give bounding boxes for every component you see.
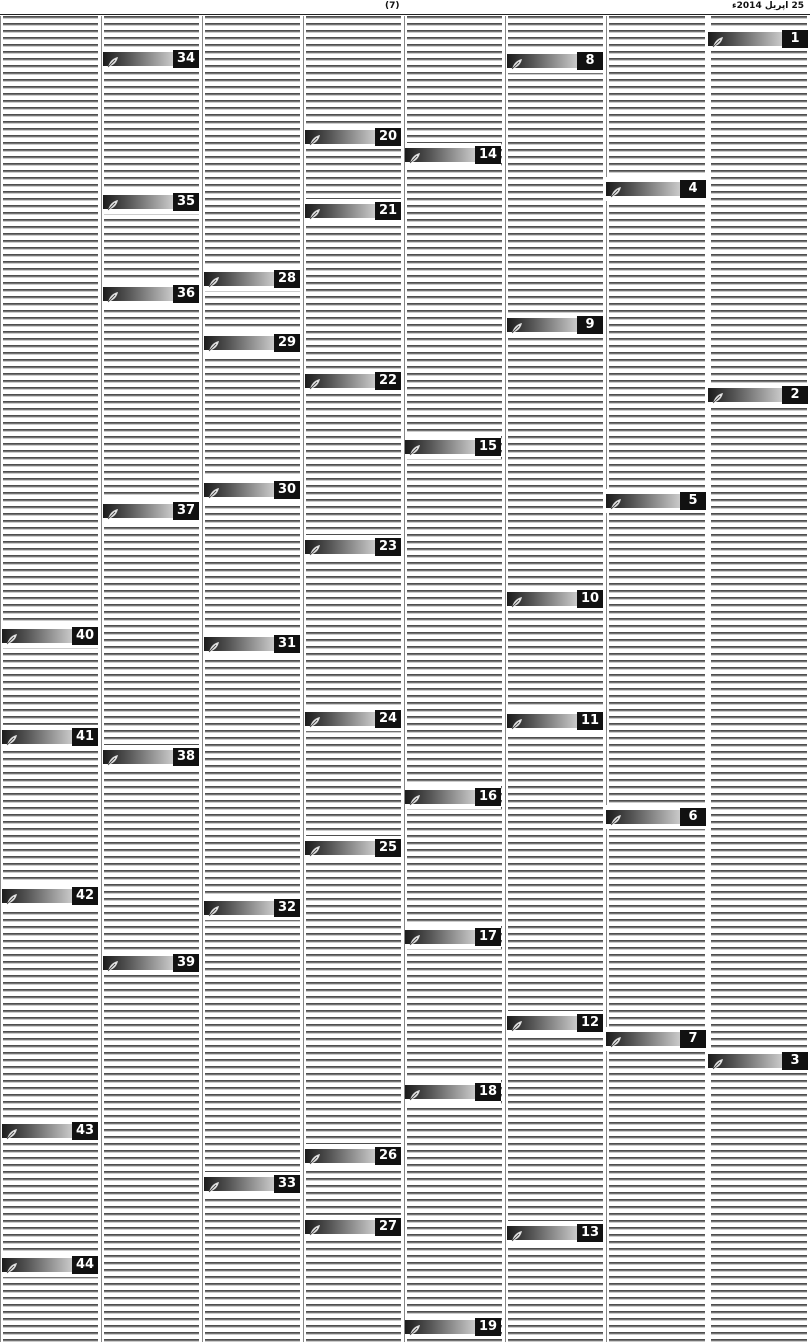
section-header-44 [2, 1256, 98, 1274]
leaf-icon [208, 337, 220, 349]
section-number: 23 [375, 538, 401, 556]
column-3 [505, 16, 606, 1342]
leaf-icon [511, 319, 523, 331]
section-header-17 [405, 928, 501, 946]
leaf-icon [610, 1033, 622, 1045]
section-number: 16 [475, 788, 501, 806]
leaf-icon [610, 183, 622, 195]
leaf-icon [511, 593, 523, 605]
section-header-32 [204, 899, 300, 917]
section-number: 6 [680, 808, 706, 826]
section-number: 21 [375, 202, 401, 220]
column-7-text-lines [104, 16, 199, 1342]
section-header-26 [305, 1147, 401, 1165]
section-number: 27 [375, 1218, 401, 1236]
leaf-icon [309, 1150, 321, 1162]
section-number: 29 [274, 334, 300, 352]
leaf-icon [208, 1178, 220, 1190]
section-header-1 [708, 30, 808, 48]
issue-date: 25 اپریل 2014ء [732, 1, 804, 11]
section-number: 4 [680, 180, 706, 198]
section-number: 20 [375, 128, 401, 146]
leaf-icon [309, 205, 321, 217]
section-header-9 [507, 316, 603, 334]
section-header-11 [507, 712, 603, 730]
section-number: 33 [274, 1175, 300, 1193]
leaf-icon [511, 1017, 523, 1029]
section-header-3 [708, 1052, 808, 1070]
leaf-icon [6, 890, 18, 902]
section-header-40 [2, 627, 98, 645]
section-header-35 [103, 193, 199, 211]
section-header-18 [405, 1083, 501, 1101]
section-header-7 [606, 1030, 706, 1048]
leaf-icon [409, 441, 421, 453]
section-number: 25 [375, 839, 401, 857]
leaf-icon [409, 931, 421, 943]
leaf-icon [610, 495, 622, 507]
section-number: 2 [782, 386, 808, 404]
leaf-icon [409, 791, 421, 803]
leaf-icon [712, 33, 724, 45]
section-number: 15 [475, 438, 501, 456]
leaf-icon [107, 957, 119, 969]
leaf-icon [208, 484, 220, 496]
leaf-icon [712, 389, 724, 401]
section-header-21 [305, 202, 401, 220]
section-header-28 [204, 270, 300, 288]
section-header-14 [405, 146, 501, 164]
leaf-icon [208, 273, 220, 285]
section-number: 40 [72, 627, 98, 645]
column-6-text-lines [205, 16, 300, 1342]
section-header-15 [405, 438, 501, 456]
section-header-12 [507, 1014, 603, 1032]
leaf-icon [107, 505, 119, 517]
section-number: 11 [577, 712, 603, 730]
section-number: 13 [577, 1224, 603, 1242]
leaf-icon [409, 1321, 421, 1333]
section-number: 35 [173, 193, 199, 211]
leaf-icon [610, 811, 622, 823]
column-8 [0, 16, 101, 1342]
leaf-icon [309, 131, 321, 143]
section-header-8 [507, 52, 603, 70]
section-number: 5 [680, 492, 706, 510]
section-header-16 [405, 788, 501, 806]
column-2 [606, 16, 708, 1342]
column-6 [202, 16, 303, 1342]
leaf-icon [309, 713, 321, 725]
column-3-text-lines [508, 16, 603, 1342]
section-header-34 [103, 50, 199, 68]
leaf-icon [6, 1259, 18, 1271]
section-header-13 [507, 1224, 603, 1242]
section-number: 8 [577, 52, 603, 70]
section-header-27 [305, 1218, 401, 1236]
leaf-icon [6, 630, 18, 642]
section-number: 24 [375, 710, 401, 728]
section-header-19 [405, 1318, 501, 1336]
leaf-icon [511, 55, 523, 67]
section-header-2 [708, 386, 808, 404]
section-number: 38 [173, 748, 199, 766]
section-number: 12 [577, 1014, 603, 1032]
section-number: 32 [274, 899, 300, 917]
leaf-icon [208, 902, 220, 914]
page-number: (7) [385, 1, 400, 11]
section-header-10 [507, 590, 603, 608]
section-header-42 [2, 887, 98, 905]
leaf-icon [409, 1086, 421, 1098]
section-number: 19 [475, 1318, 501, 1336]
section-header-24 [305, 710, 401, 728]
leaf-icon [208, 638, 220, 650]
column-8-text-lines [3, 16, 98, 1342]
section-number: 22 [375, 372, 401, 390]
column-2-text-lines [609, 16, 705, 1342]
section-number: 42 [72, 887, 98, 905]
leaf-icon [309, 375, 321, 387]
section-number: 36 [173, 285, 199, 303]
section-number: 28 [274, 270, 300, 288]
section-number: 37 [173, 502, 199, 520]
section-header-31 [204, 635, 300, 653]
section-number: 39 [173, 954, 199, 972]
leaf-icon [309, 541, 321, 553]
section-header-20 [305, 128, 401, 146]
section-number: 14 [475, 146, 501, 164]
section-header-25 [305, 839, 401, 857]
section-header-41 [2, 728, 98, 746]
section-number: 7 [680, 1030, 706, 1048]
leaf-icon [409, 149, 421, 161]
section-number: 3 [782, 1052, 808, 1070]
column-4-text-lines [407, 16, 502, 1342]
leaf-icon [107, 288, 119, 300]
section-header-23 [305, 538, 401, 556]
section-header-22 [305, 372, 401, 390]
section-number: 30 [274, 481, 300, 499]
column-7 [101, 16, 202, 1342]
section-header-30 [204, 481, 300, 499]
section-header-43 [2, 1122, 98, 1140]
section-number: 44 [72, 1256, 98, 1274]
leaf-icon [6, 731, 18, 743]
section-number: 43 [72, 1122, 98, 1140]
section-number: 41 [72, 728, 98, 746]
page-header [0, 0, 810, 15]
column-4 [404, 16, 505, 1342]
leaf-icon [712, 1055, 724, 1067]
section-header-39 [103, 954, 199, 972]
section-number: 26 [375, 1147, 401, 1165]
leaf-icon [107, 53, 119, 65]
section-number: 31 [274, 635, 300, 653]
section-header-6 [606, 808, 706, 826]
leaf-icon [511, 715, 523, 727]
column-1-text-lines [711, 16, 807, 1342]
section-number: 1 [782, 30, 808, 48]
leaf-icon [309, 842, 321, 854]
leaf-icon [107, 751, 119, 763]
section-number: 18 [475, 1083, 501, 1101]
section-header-37 [103, 502, 199, 520]
leaf-icon [309, 1221, 321, 1233]
section-number: 34 [173, 50, 199, 68]
leaf-icon [511, 1227, 523, 1239]
section-header-36 [103, 285, 199, 303]
section-number: 9 [577, 316, 603, 334]
section-header-29 [204, 334, 300, 352]
section-header-5 [606, 492, 706, 510]
section-number: 10 [577, 590, 603, 608]
leaf-icon [107, 196, 119, 208]
section-header-33 [204, 1175, 300, 1193]
section-header-38 [103, 748, 199, 766]
section-header-4 [606, 180, 706, 198]
leaf-icon [6, 1125, 18, 1137]
section-number: 17 [475, 928, 501, 946]
column-1 [708, 16, 810, 1342]
